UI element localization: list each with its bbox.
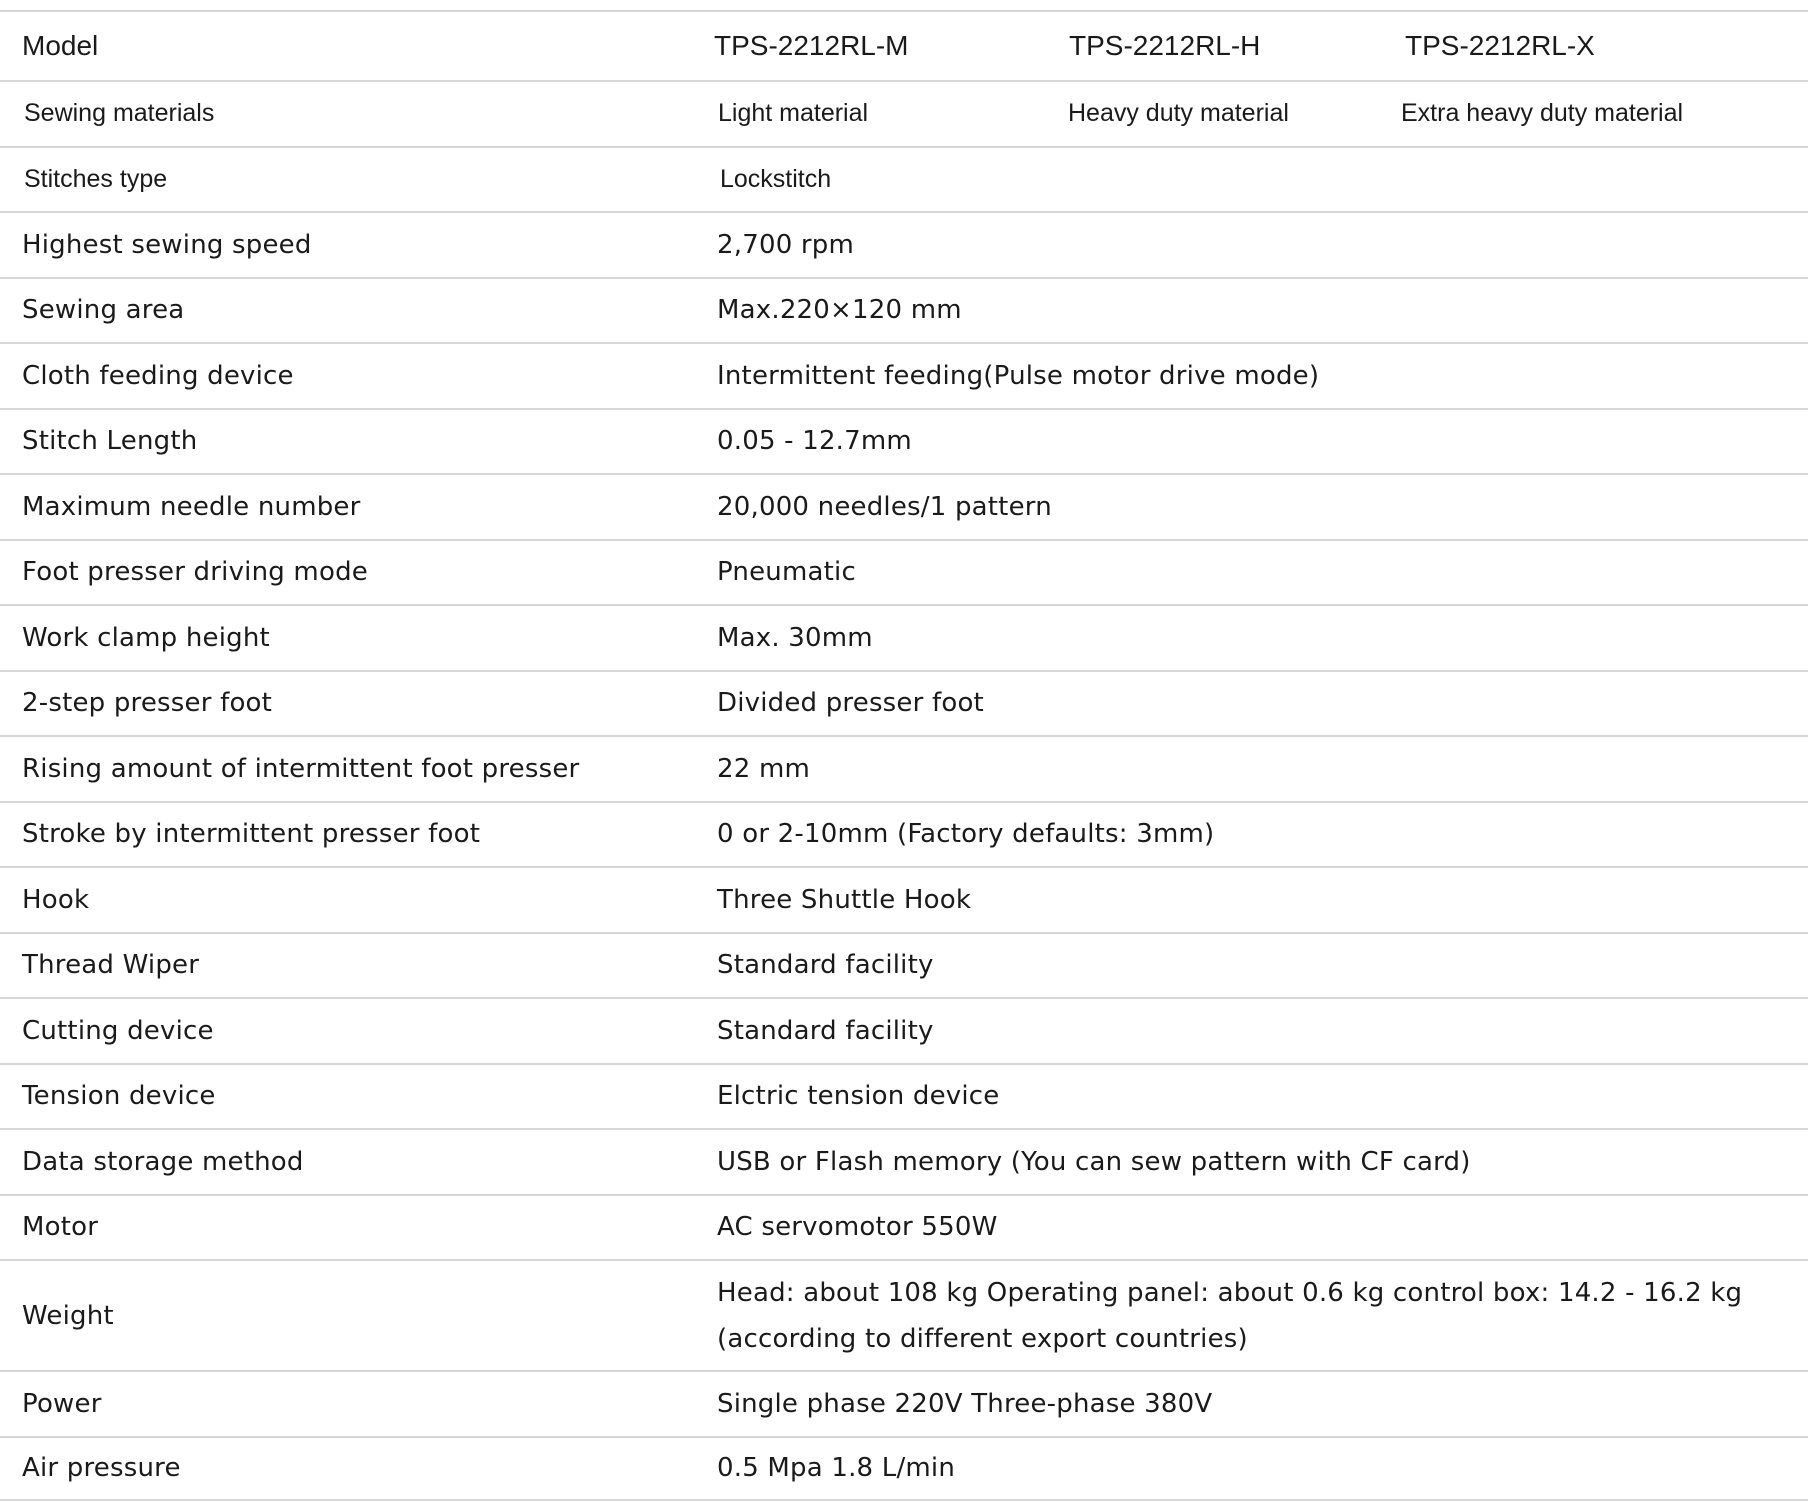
table-row bbox=[0, 735, 1808, 801]
table-row bbox=[0, 1194, 1808, 1260]
table-row bbox=[0, 1436, 1808, 1501]
row-value: 20,000 needles/1 pattern bbox=[717, 475, 1052, 539]
material-m-value: Light material bbox=[718, 82, 868, 146]
table-row bbox=[0, 866, 1808, 932]
table-row bbox=[0, 1370, 1808, 1436]
row-label: Stitch Length bbox=[22, 410, 197, 474]
row-value: 0 or 2-10mm (Factory defaults: 3mm) bbox=[717, 803, 1214, 867]
row-label: Rising amount of intermittent foot presser bbox=[22, 737, 579, 801]
row-value: Elctric tension device bbox=[717, 1065, 1000, 1129]
row-label: Weight bbox=[22, 1261, 114, 1370]
row-value: Intermittent feeding(Pulse motor drive mode) bbox=[717, 344, 1319, 408]
row-label: Cloth feeding device bbox=[22, 344, 294, 408]
row-value: Single phase 220V Three-phase 380V bbox=[717, 1372, 1212, 1436]
model-m-name: TPS-2212RL-M bbox=[714, 12, 909, 80]
table-row bbox=[0, 1259, 1808, 1370]
material-h-value: Heavy duty material bbox=[1068, 82, 1289, 146]
row-label: Cutting device bbox=[22, 999, 214, 1063]
row-label: Foot presser driving mode bbox=[22, 541, 368, 605]
row-label: Maximum needle number bbox=[22, 475, 361, 539]
row-value: 2,700 rpm bbox=[717, 213, 854, 277]
row-value: Divided presser foot bbox=[717, 672, 984, 736]
row-value: USB or Flash memory (You can sew pattern with CF card) bbox=[717, 1130, 1471, 1194]
row-label: Air pressure bbox=[22, 1438, 181, 1500]
spec-table bbox=[0, 10, 1808, 1501]
table-row bbox=[0, 801, 1808, 867]
row-label: Sewing area bbox=[22, 279, 184, 343]
material-x-value: Extra heavy duty material bbox=[1401, 82, 1683, 146]
table-row bbox=[0, 146, 1808, 212]
model-x-name: TPS-2212RL-X bbox=[1405, 12, 1595, 80]
row-label: Thread Wiper bbox=[22, 934, 199, 998]
row-label: Highest sewing speed bbox=[22, 213, 312, 277]
model-label: Model bbox=[22, 12, 98, 80]
row-value: Head: about 108 kg Operating panel: about 0.6 kg control box: 14.2 - 16.2 kg (according to different export countries) bbox=[717, 1261, 1777, 1370]
row-label: Hook bbox=[22, 868, 89, 932]
table-row bbox=[0, 342, 1808, 408]
table-row bbox=[0, 473, 1808, 539]
table-row bbox=[0, 80, 1808, 146]
table-row bbox=[0, 670, 1808, 736]
row-value: 0.05 - 12.7mm bbox=[717, 410, 912, 474]
row-value: Standard facility bbox=[717, 999, 934, 1063]
row-value: Three Shuttle Hook bbox=[717, 868, 971, 932]
table-row bbox=[0, 604, 1808, 670]
table-row bbox=[0, 211, 1808, 277]
row-value: 0.5 Mpa 1.8 L/min bbox=[717, 1438, 955, 1500]
row-value: 22 mm bbox=[717, 737, 810, 801]
table-row bbox=[0, 1128, 1808, 1194]
row-value: AC servomotor 550W bbox=[717, 1196, 998, 1260]
row-label: Work clamp height bbox=[22, 606, 270, 670]
row-value: Max.220×120 mm bbox=[717, 279, 962, 343]
row-label: Data storage method bbox=[22, 1130, 304, 1194]
row-value: Standard facility bbox=[717, 934, 934, 998]
row-value: Lockstitch bbox=[720, 148, 831, 212]
row-label: Power bbox=[22, 1372, 102, 1436]
row-value: Pneumatic bbox=[717, 541, 856, 605]
row-label: Stitches type bbox=[24, 148, 167, 212]
table-row bbox=[0, 408, 1808, 474]
model-h-name: TPS-2212RL-H bbox=[1069, 12, 1260, 80]
row-label: Stroke by intermittent presser foot bbox=[22, 803, 480, 867]
table-row bbox=[0, 932, 1808, 998]
table-row bbox=[0, 277, 1808, 343]
row-label: 2-step presser foot bbox=[22, 672, 272, 736]
row-value: Max. 30mm bbox=[717, 606, 873, 670]
row-label: Motor bbox=[22, 1196, 98, 1260]
row-label: Sewing materials bbox=[24, 82, 214, 146]
row-label: Tension device bbox=[22, 1065, 216, 1129]
table-row bbox=[0, 997, 1808, 1063]
table-row bbox=[0, 539, 1808, 605]
table-row bbox=[0, 1063, 1808, 1129]
table-header-row bbox=[0, 10, 1808, 80]
